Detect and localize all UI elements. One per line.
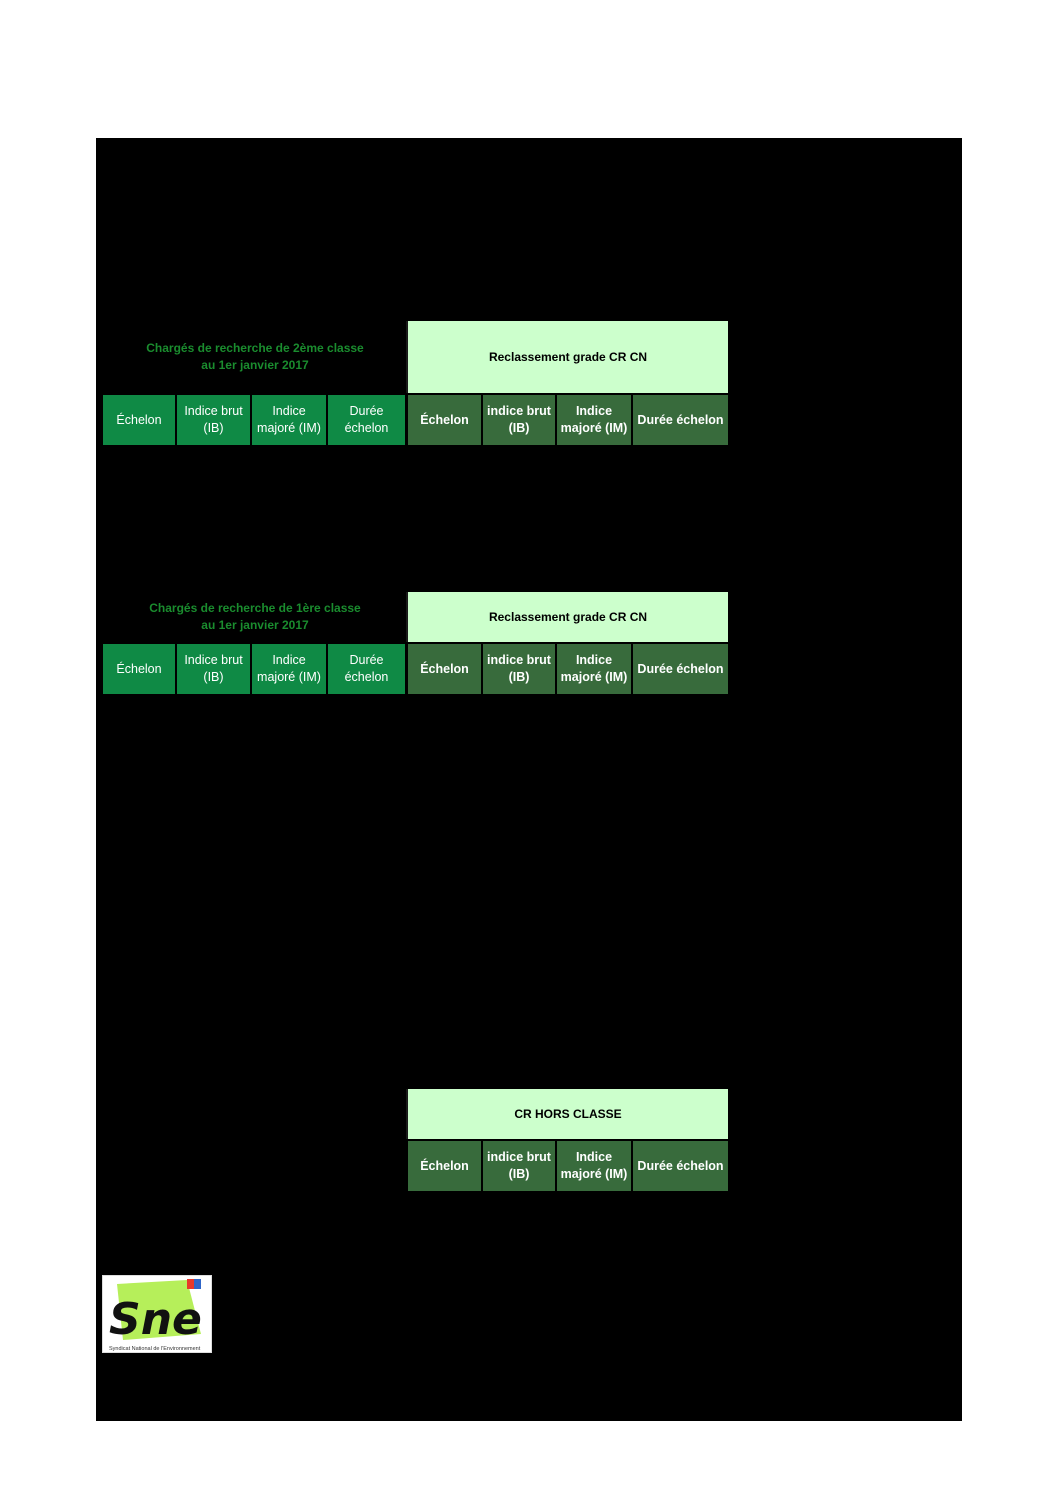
s1-left-header-ib: Indice brut (IB) (177, 395, 250, 445)
s1-right-header-im: Indice majoré (IM) (557, 395, 631, 445)
section1-title (120, 340, 390, 374)
section3-banner: CR HORS CLASSE (406, 1089, 728, 1139)
s2-right-header-im: Indice majoré (IM) (557, 644, 631, 694)
s3-right-header-ib: indice brut (IB) (483, 1141, 555, 1191)
sne-logo-text: Sne (109, 1294, 202, 1345)
s1-left-header-im: Indice majoré (IM) (252, 395, 326, 445)
s1-right-header-duree: Durée échelon (633, 395, 728, 445)
s3-right-header-im: Indice majoré (IM) (557, 1141, 631, 1191)
section2-title-line2: au 1er janvier 2017 (201, 618, 309, 632)
s1-right-header-echelon: Échelon (408, 395, 481, 445)
section1-title-line2: au 1er janvier 2017 (201, 358, 309, 372)
s2-right-header-ib: indice brut (IB) (483, 644, 555, 694)
s2-right-header-echelon: Échelon (408, 644, 481, 694)
section2-banner: Reclassement grade CR CN (406, 592, 728, 642)
section2-title-line1: Chargés de recherche de 1ère classe (149, 601, 361, 615)
sne-logo-graphic (103, 1276, 211, 1352)
s3-right-header-echelon: Échelon (408, 1141, 481, 1191)
sne-logo-subtitle: Syndicat National de l'Environnement (109, 1346, 201, 1352)
sne-logo (102, 1275, 212, 1353)
section2-title (120, 600, 390, 634)
s3-right-header-duree: Durée échelon (633, 1141, 728, 1191)
s2-left-header-echelon: Échelon (103, 644, 175, 694)
s1-left-header-echelon: Échelon (103, 395, 175, 445)
s2-left-header-ib: Indice brut (IB) (177, 644, 250, 694)
s1-left-header-duree: Durée échelon (328, 395, 405, 445)
s2-left-header-duree: Durée échelon (328, 644, 405, 694)
section1-title-line1: Chargés de recherche de 2ème classe (146, 341, 364, 355)
section1-banner: Reclassement grade CR CN (406, 321, 728, 393)
s2-left-header-im: Indice majoré (IM) (252, 644, 326, 694)
s2-right-header-duree: Durée échelon (633, 644, 728, 694)
s1-right-header-ib: indice brut (IB) (483, 395, 555, 445)
